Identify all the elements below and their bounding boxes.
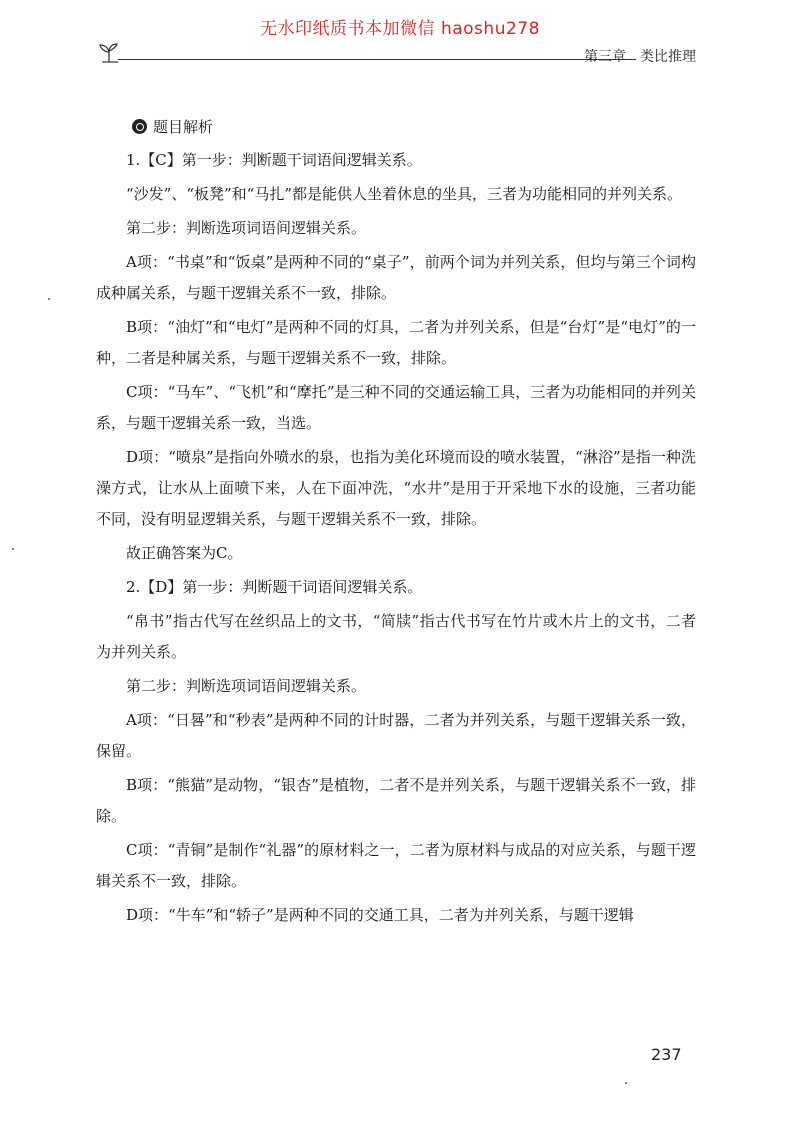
paragraph: 1.【C】第一步：判断题干词语间逻辑关系。 [126, 151, 422, 169]
header-chapter-info [570, 46, 696, 66]
paragraph: D项：“牛车”和“轿子”是两种不同的交通工具，二者为并列关系，与题干逻辑 [126, 906, 634, 924]
paragraph: “沙发”、“板凳”和“马扎”都是能供人坐着休息的坐具，三者为功能相同的并列关系。 [126, 185, 683, 203]
analysis-icon [132, 119, 147, 134]
paragraph: “帛书”指古代写在丝织品上的文书，“简牍”指古代书写在竹片或木片上的文书，二者为并列关系。 [96, 612, 696, 661]
paragraph: 故正确答案为C。 [126, 544, 243, 562]
page-body [96, 113, 696, 934]
sprout-icon [98, 42, 120, 64]
chapter-label: 第三章 [584, 49, 626, 65]
paragraph: B项：“油灯”和“电灯”是两种不同的灯具，二者为并列关系，但是“台灯”是“电灯”的一种，二者是种属关系，与题干逻辑关系不一致，排除。 [96, 318, 696, 367]
section-title: 题目解析 [153, 117, 214, 136]
paragraph: 第二步：判断选项词语间逻辑关系。 [126, 677, 367, 695]
chapter-title: 类比推理 [640, 49, 696, 65]
paragraph: D项：“喷泉”是指向外喷水的泉，也指为美化环境而设的喷水装置，“淋浴”是指一种洗澡方式，让水从上面喷下来，人在下面冲洗，“水井”是用于开采地下水的设施，三者功能不同，没有明显逻辑关系，与题干逻辑关系不一致，排除。 [96, 448, 696, 528]
paragraph: 2.【D】第一步：判断题干词语间逻辑关系。 [126, 578, 423, 596]
header-rule [118, 59, 636, 60]
scan-speck [12, 548, 14, 550]
page-number: 237 [651, 1045, 682, 1064]
paragraph: C项：“马车”、“飞机”和“摩托”是三种不同的交通运输工具，三者为功能相同的并列关系，与题干逻辑关系一致，当选。 [96, 383, 696, 432]
scan-speck [48, 298, 50, 300]
paragraph: B项：“熊猫”是动物，“银杏”是植物，二者不是并列关系，与题干逻辑关系不一致，排除。 [96, 776, 696, 825]
watermark-text: 无水印纸质书本加微信 haoshu278 [260, 19, 540, 39]
paragraph: C项：“青铜”是制作“礼器”的原材料之一，二者为原材料与成品的对应关系，与题干逻辑关系不一致，排除。 [96, 841, 696, 890]
paragraph: A项：“书桌”和“饭桌”是两种不同的“桌子”，前两个词为并列关系，但均与第三个词构成种属关系，与题干逻辑关系不一致，排除。 [96, 253, 696, 302]
scan-speck [625, 1082, 627, 1084]
running-header [96, 42, 696, 72]
paragraph: A项：“日晷”和“秒表”是两种不同的计时器，二者为并列关系，与题干逻辑关系一致，保留。 [96, 711, 696, 760]
paragraph: 第二步：判断选项词语间逻辑关系。 [126, 219, 367, 237]
section-heading [132, 113, 696, 139]
